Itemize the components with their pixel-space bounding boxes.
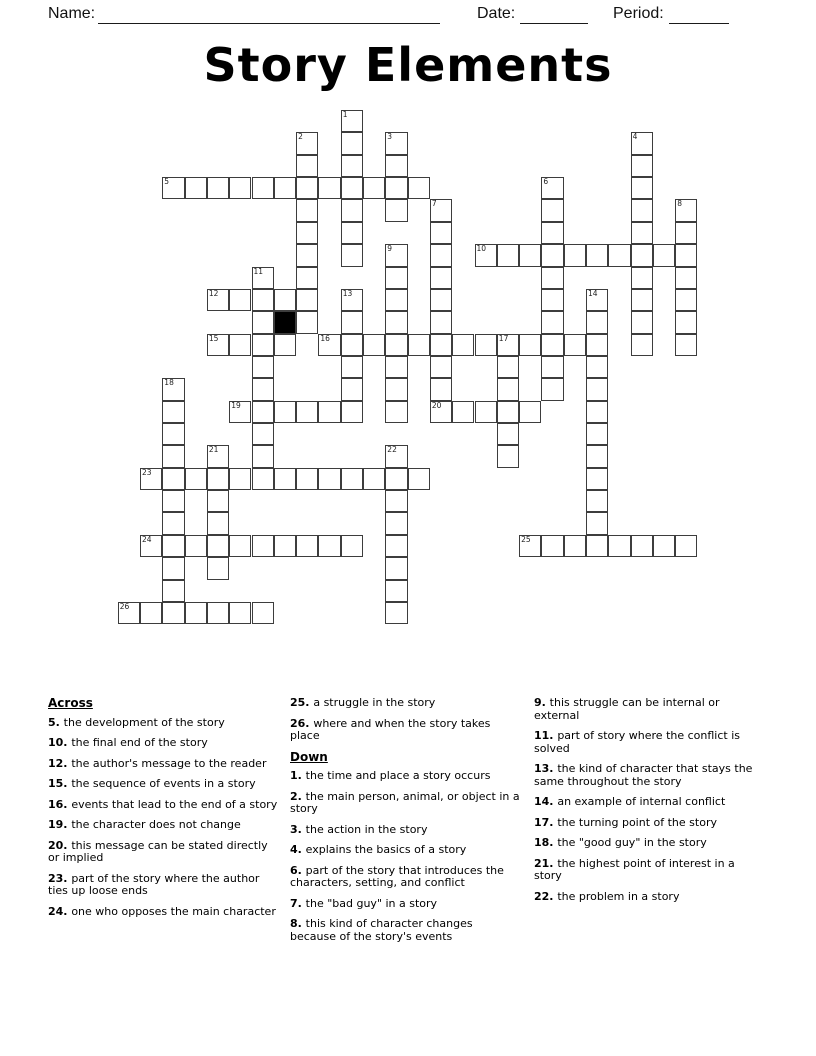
grid-cell[interactable] [385,199,407,221]
grid-cell[interactable] [675,244,697,266]
grid-cell[interactable] [385,155,407,177]
grid-cell[interactable] [519,401,541,423]
clue-number: 20. [48,838,72,852]
clue-number: 4. [290,843,306,856]
cell-number: 14 [588,288,598,298]
grid-cell[interactable] [341,110,363,132]
cell-number: 5 [164,177,170,187]
cell-number: 23 [142,467,152,477]
grid-cell[interactable] [385,535,407,557]
grid-cell[interactable] [631,132,653,154]
grid-cell[interactable] [185,535,207,557]
grid-cell[interactable] [207,177,229,199]
grid-cell[interactable] [162,401,184,423]
cell-number: 9 [387,244,393,254]
cell-number: 21 [208,445,219,455]
grid-cell[interactable] [318,468,340,490]
clue-number: 15. [48,777,72,790]
grid-cell[interactable] [185,177,207,199]
grid-cell[interactable] [207,445,229,467]
clue-item: 26. where and when the story takes place [290,716,491,742]
grid-cell[interactable] [363,177,385,199]
grid-cell[interactable] [207,512,229,534]
cell-number: 11 [253,266,264,276]
grid-cell[interactable] [162,177,184,199]
clue-item: 4. explains the basics of a story [290,843,467,856]
grid-cell[interactable] [162,445,184,467]
clue-item: 10. the final end of the story [48,736,208,749]
grid-cell[interactable] [162,468,184,490]
cell-number: 10 [476,244,487,254]
clue-number: 6. [290,863,306,877]
cell-number: 15 [208,333,219,343]
grid-cell[interactable] [385,132,407,154]
grid-cell[interactable] [631,334,653,356]
grid-cell[interactable] [296,311,318,333]
grid-cell[interactable] [385,334,407,356]
grid-cell[interactable] [252,267,274,289]
clue-number: 12. [48,756,72,770]
clue-number: 23. [48,871,72,885]
grid-cell[interactable] [541,199,563,221]
grid-cell[interactable] [341,535,363,557]
clue-item: 11. part of story where the conflict is solved [534,729,740,755]
grid-cell[interactable] [162,512,184,534]
clue-number: 9. [534,696,550,709]
grid-cell[interactable] [318,535,340,557]
grid-cell[interactable] [452,334,474,356]
grid-cell[interactable] [363,468,385,490]
clue-item: 6. part of the story that introduces the characters, setting, and conflict [290,863,504,889]
grid-cell[interactable] [341,356,363,378]
grid-cell[interactable] [497,378,519,400]
grid-cell[interactable] [363,334,385,356]
grid-cell[interactable] [274,401,296,423]
clue-number: 3. [290,822,306,836]
grid-cell[interactable] [162,602,184,624]
clue-item: 12. the author's message to the reader [48,756,267,770]
grid-cell[interactable] [207,602,229,624]
grid-cell[interactable] [229,334,251,356]
cell-number: 13 [342,288,353,298]
grid-cell[interactable] [252,401,274,423]
grid-cell[interactable] [296,468,318,490]
grid-cell[interactable] [252,602,274,624]
grid-cell[interactable] [385,557,407,579]
grid-cell[interactable] [207,557,229,579]
grid-cell[interactable] [318,177,340,199]
grid-cell[interactable] [252,423,274,445]
clue-item: 16. events that lead to the end of a story [48,797,278,811]
grid-cell[interactable] [341,222,363,244]
grid-cell[interactable] [675,334,697,356]
grid-cell[interactable] [586,401,608,423]
grid-cell[interactable] [430,378,452,400]
grid-cell[interactable] [385,378,407,400]
grid-cell[interactable] [675,199,697,221]
grid-cell[interactable] [296,177,318,199]
grid-cell[interactable] [341,311,363,333]
grid-cell[interactable] [430,289,452,311]
grid-cell[interactable] [631,222,653,244]
grid-cell[interactable] [252,311,274,333]
grid-cell[interactable] [274,289,296,311]
grid-cell[interactable] [229,289,251,311]
clue-number: 17. [534,815,558,829]
grid-cell[interactable] [430,311,452,333]
cell-number: 7 [431,199,437,209]
grid-cell[interactable] [541,222,563,244]
clue-item: 25. a struggle in the story [290,696,436,709]
clue-item: 18. the "good guy" in the story [534,836,707,849]
grid-cell[interactable] [430,356,452,378]
grid-cell[interactable] [252,378,274,400]
grid-cell[interactable] [430,222,452,244]
grid-cell[interactable] [564,334,586,356]
grid-cell[interactable] [207,334,229,356]
grid-cell[interactable] [252,177,274,199]
grid-cell[interactable] [229,535,251,557]
grid-cell[interactable] [430,401,452,423]
cell-number: 12 [208,288,219,298]
grid-cell[interactable] [385,289,407,311]
grid-cell[interactable] [631,311,653,333]
clue-number: 24. [48,904,72,918]
clue-item: 5. the development of the story [48,715,225,729]
clue-item: 3. the action in the story [290,822,428,836]
grid-cell[interactable] [229,468,251,490]
grid-cell[interactable] [475,334,497,356]
grid-cell[interactable] [140,602,162,624]
grid-cell[interactable] [140,468,162,490]
clue-column-2 [290,697,522,951]
grid-cell[interactable] [497,356,519,378]
clue-number: 18. [534,836,558,849]
clue-item: 8. this kind of character changes because of the story's events [290,917,473,943]
clue-item: 19. the character does not change [48,818,241,831]
grid-cell[interactable] [207,289,229,311]
grid-cell[interactable] [162,535,184,557]
grid-cell[interactable] [430,244,452,266]
grid-cell[interactable] [631,535,653,557]
grid-cell[interactable] [385,356,407,378]
grid-cell[interactable] [586,490,608,512]
cell-number: 26 [119,601,130,611]
grid-cell[interactable] [675,267,697,289]
grid-cell[interactable] [296,267,318,289]
grid-cell[interactable] [341,401,363,423]
grid-cell[interactable] [385,602,407,624]
clue-item: 7. the "bad guy" in a story [290,896,438,910]
clue-number: 14. [534,795,558,808]
grid-cell[interactable] [385,311,407,333]
clue-number: 5. [48,715,64,729]
grid-cell[interactable] [586,289,608,311]
clue-number: 16. [48,797,72,811]
grid-cell[interactable] [497,423,519,445]
grid-cell[interactable] [586,334,608,356]
clue-number: 13. [534,762,558,775]
clue-item: 23. part of the story where the author ties up loose ends [48,871,260,897]
clue-number: 19. [48,818,72,831]
grid-cell[interactable] [252,535,274,557]
grid-cell[interactable] [207,535,229,557]
grid-cell[interactable] [162,580,184,602]
cell-number: 22 [387,445,397,455]
grid-cell[interactable] [541,311,563,333]
grid-cell[interactable] [229,177,251,199]
clue-item: 24. one who opposes the main character [48,904,276,918]
grid-cell[interactable] [341,468,363,490]
date-input-line[interactable] [520,6,588,24]
grid-cell[interactable] [430,334,452,356]
grid-cell[interactable] [608,244,630,266]
grid-cell[interactable] [653,535,675,557]
grid-cell[interactable] [341,132,363,154]
grid-cell[interactable] [118,602,140,624]
grid-cell[interactable] [541,378,563,400]
grid-cell[interactable] [497,401,519,423]
name-label: Name: [48,5,96,22]
clue-item: 22. the problem in a story [534,889,680,903]
grid-cell[interactable] [162,490,184,512]
grid-cell[interactable] [586,445,608,467]
clue-number: 22. [534,889,558,903]
grid-cell[interactable] [385,401,407,423]
grid-cell[interactable] [675,535,697,557]
grid-cell[interactable] [252,356,274,378]
grid-cell[interactable] [207,468,229,490]
grid-cell[interactable] [185,468,207,490]
grid-cell[interactable] [631,244,653,266]
cell-number: 4 [632,132,638,142]
across-header: Across [48,696,93,710]
grid-cell[interactable] [586,423,608,445]
grid-cell[interactable] [675,289,697,311]
grid-cell[interactable] [541,177,563,199]
clue-column-3 [534,697,762,911]
grid-cell[interactable] [229,401,251,423]
grid-cell[interactable] [341,177,363,199]
black-cell [274,311,296,333]
grid-cell[interactable] [497,244,519,266]
grid-cell[interactable] [430,267,452,289]
grid-cell[interactable] [140,535,162,557]
period-label: Period: [613,5,664,22]
cell-number: 19 [231,400,241,410]
name-input-line[interactable] [98,6,440,24]
grid-cell[interactable] [541,356,563,378]
clue-number: 10. [48,736,72,749]
cell-number: 24 [142,534,152,544]
grid-cell[interactable] [341,334,363,356]
grid-cell[interactable] [408,468,430,490]
clue-item: 2. the main person, animal, or object in a story [290,789,520,815]
grid-cell[interactable] [318,401,340,423]
clue-number: 7. [290,896,306,910]
grid-cell[interactable] [541,535,563,557]
grid-cell[interactable] [274,177,296,199]
cell-number: 16 [320,333,330,343]
grid-cell[interactable] [675,222,697,244]
grid-cell[interactable] [586,378,608,400]
clue-number: 1. [290,769,306,782]
grid-cell[interactable] [497,445,519,467]
grid-cell[interactable] [162,557,184,579]
grid-cell[interactable] [296,535,318,557]
grid-cell[interactable] [252,334,274,356]
grid-cell[interactable] [631,177,653,199]
grid-cell[interactable] [341,199,363,221]
grid-cell[interactable] [296,155,318,177]
grid-cell[interactable] [296,401,318,423]
grid-cell[interactable] [586,468,608,490]
grid-cell[interactable] [497,334,519,356]
grid-cell[interactable] [564,535,586,557]
cell-number: 1 [342,110,348,119]
grid-cell[interactable] [586,512,608,534]
grid-cell[interactable] [586,356,608,378]
cell-number: 8 [677,199,682,209]
grid-cell[interactable] [252,468,274,490]
period-input-line[interactable] [669,6,729,24]
grid-cell[interactable] [274,334,296,356]
grid-cell[interactable] [564,244,586,266]
grid-cell[interactable] [631,199,653,221]
grid-cell[interactable] [385,177,407,199]
grid-cell[interactable] [274,535,296,557]
grid-cell[interactable] [296,289,318,311]
grid-cell[interactable] [452,401,474,423]
grid-cell[interactable] [296,132,318,154]
clue-item: 9. this struggle can be internal or external [534,696,720,722]
grid-cell[interactable] [541,267,563,289]
grid-cell[interactable] [252,289,274,311]
clue-number: 21. [534,856,558,870]
grid-cell[interactable] [519,334,541,356]
cell-number: 3 [387,132,393,142]
grid-cell[interactable] [541,334,563,356]
grid-cell[interactable] [207,490,229,512]
grid-cell[interactable] [185,602,207,624]
grid-cell[interactable] [541,289,563,311]
clue-item: 14. an example of internal conflict [534,795,726,808]
grid-cell[interactable] [385,445,407,467]
clue-item: 1. the time and place a story occurs [290,769,491,782]
page-title: Story Elements [203,38,613,92]
grid-cell[interactable] [296,244,318,266]
grid-cell[interactable] [385,580,407,602]
grid-cell[interactable] [631,267,653,289]
clue-item: 13. the kind of character that stays the same throughout the story [534,762,753,788]
grid-cell[interactable] [341,155,363,177]
grid-cell[interactable] [252,445,274,467]
grid-cell[interactable] [408,334,430,356]
clue-number: 2. [290,789,306,803]
clue-number: 26. [290,716,314,730]
grid-cell[interactable] [385,490,407,512]
grid-cell[interactable] [475,244,497,266]
grid-cell[interactable] [430,199,452,221]
cell-number: 25 [521,534,531,544]
grid-cell[interactable] [274,468,296,490]
grid-cell[interactable] [385,244,407,266]
grid-cell[interactable] [385,512,407,534]
grid-cell[interactable] [586,311,608,333]
cell-number: 17 [498,333,509,343]
clue-item: 17. the turning point of the story [534,815,717,829]
grid-cell[interactable] [586,535,608,557]
grid-cell[interactable] [519,244,541,266]
clue-number: 25. [290,696,314,709]
grid-cell[interactable] [296,222,318,244]
clue-item: 20. this message can be stated directly or implied [48,838,268,864]
cell-number: 18 [164,378,174,388]
grid-cell[interactable] [385,468,407,490]
cell-number: 20 [431,400,442,410]
grid-cell[interactable] [318,334,340,356]
clue-number: 8. [290,917,306,930]
grid-cell[interactable] [631,155,653,177]
date-label: Date: [477,5,516,22]
clue-item: 15. the sequence of events in a story [48,777,256,790]
grid-cell[interactable] [631,289,653,311]
grid-cell[interactable] [408,177,430,199]
grid-cell[interactable] [341,244,363,266]
grid-cell[interactable] [608,535,630,557]
grid-cell[interactable] [162,378,184,400]
grid-cell[interactable] [586,244,608,266]
cell-number: 2 [298,132,303,142]
grid-cell[interactable] [229,602,251,624]
down-header: Down [290,749,328,764]
grid-cell[interactable] [675,311,697,333]
clue-item: 21. the highest point of interest in a story [534,856,735,882]
grid-cell[interactable] [385,267,407,289]
grid-cell[interactable] [541,244,563,266]
grid-cell[interactable] [653,244,675,266]
grid-cell[interactable] [341,378,363,400]
grid-cell[interactable] [296,199,318,221]
grid-cell[interactable] [341,289,363,311]
clue-number: 11. [534,729,558,742]
grid-cell[interactable] [519,535,541,557]
grid-cell[interactable] [162,423,184,445]
clue-column-1 [48,697,280,926]
cell-number: 6 [543,177,549,187]
grid-cell[interactable] [475,401,497,423]
